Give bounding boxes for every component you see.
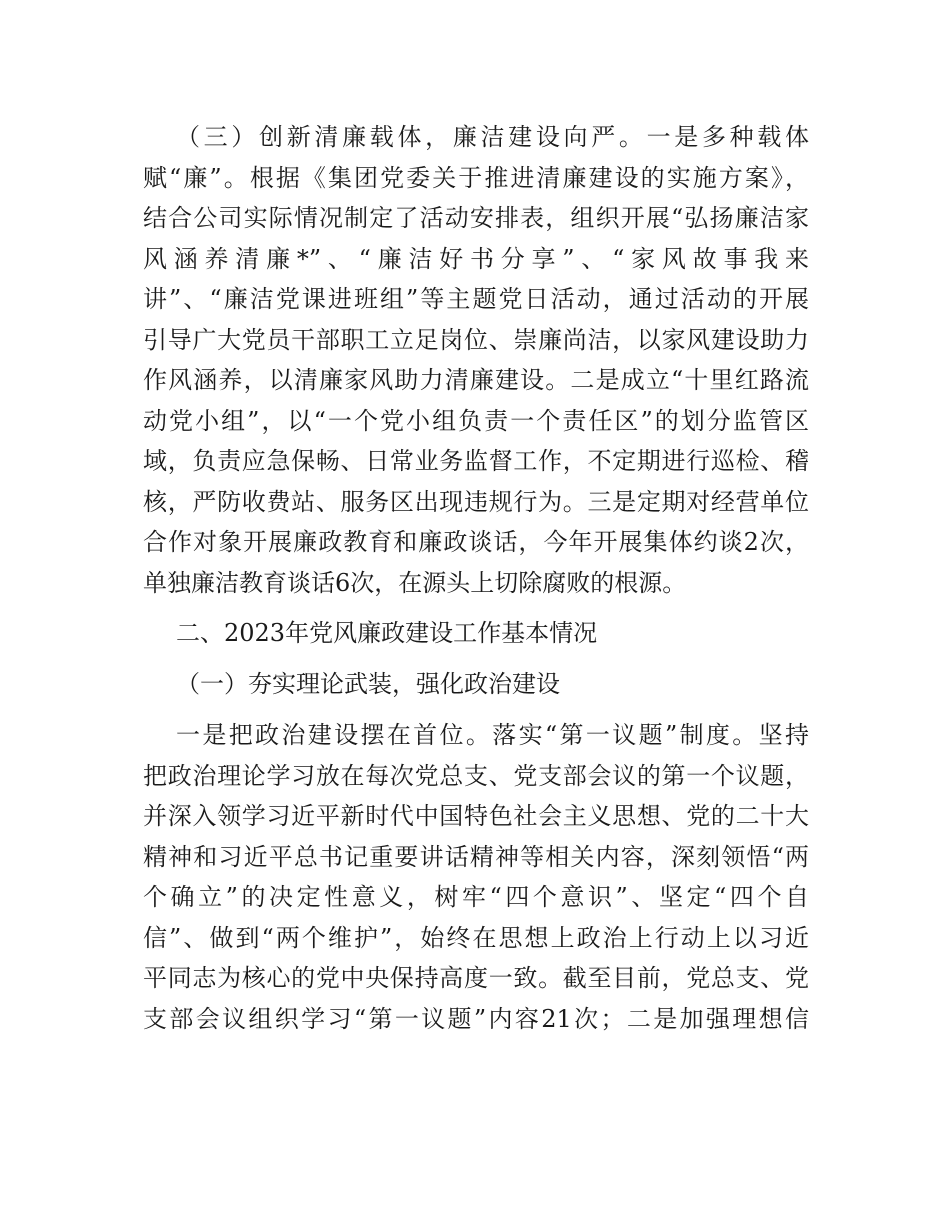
text-line: 风涵养清廉*”、“廉洁好书分享”、“家风故事我来 [143,244,809,273]
text-line: 结合公司实际情况制定了活动安排表，组织开展“弘扬廉洁家 [143,204,809,232]
paragraph-p4 [143,715,809,1039]
paragraph-p1 [143,117,809,603]
text-line: 信”、做到“两个维护”，始终在思想上政治上行动上以习近 [143,923,809,952]
paragraph-p3 [143,664,809,705]
text-line: 赋“廉”。根据《集团党委关于推进清廉建设的实施方案》， [143,163,809,192]
text-line: 单独廉洁教育谈话6次，在源头上切除腐败的根源。 [143,568,687,597]
text-line: 动党小组”，以“一个党小组负责一个责任区”的划分监管区 [143,406,809,435]
paragraph-gap [143,603,809,613]
text-line: 个确立”的决定性意义，树牢“四个意识”、坚定“四个自 [143,883,809,912]
paragraph-gap [143,654,809,664]
paragraph-p2 [143,613,809,654]
text-line: 合作对象开展廉政教育和廉政谈话，今年开展集体约谈2次， [143,528,809,556]
text-line: （一）夯实理论武装，强化政治建设 [176,670,560,699]
text-line: （三）创新清廉载体，廉洁建设向严。一是多种载体 [176,123,809,151]
document-body [143,117,809,1039]
text-line: 平同志为核心的党中央保持高度一致。截至目前，党总支、党 [143,964,809,993]
text-line: 支部会议组织学习“第一议题”内容21次；二是加强理想信 [143,1004,809,1033]
text-line: 引导广大党员干部职工立足岗位、崇廉尚洁，以家风建设助力 [143,325,809,354]
text-line: 并深入领学习近平新时代中国特色社会主义思想、党的二十大 [143,802,809,831]
text-line: 核，严防收费站、服务区出现违规行为。三是定期对经营单位 [143,487,809,516]
text-line: 把政治理论学习放在每次党总支、党支部会议的第一个议题， [143,761,809,790]
text-line: 作风涵养，以清廉家风助力清廉建设。二是成立“十里红路流 [143,366,809,394]
text-line: 讲”、“廉洁党课进班组”等主题党日活动，通过活动的开展 [143,285,809,313]
text-line: 域，负责应急保畅、日常业务监督工作，不定期进行巡检、稽 [143,447,809,475]
text-line: 精神和习近平总书记重要讲话精神等相关内容，深刻领悟“两 [143,842,809,871]
paragraph-gap [143,705,809,715]
text-line: 一是把政治建设摆在首位。落实“第一议题”制度。坚持 [176,721,809,750]
text-line: 二、2023年党风廉政建设工作基本情况 [176,619,598,648]
